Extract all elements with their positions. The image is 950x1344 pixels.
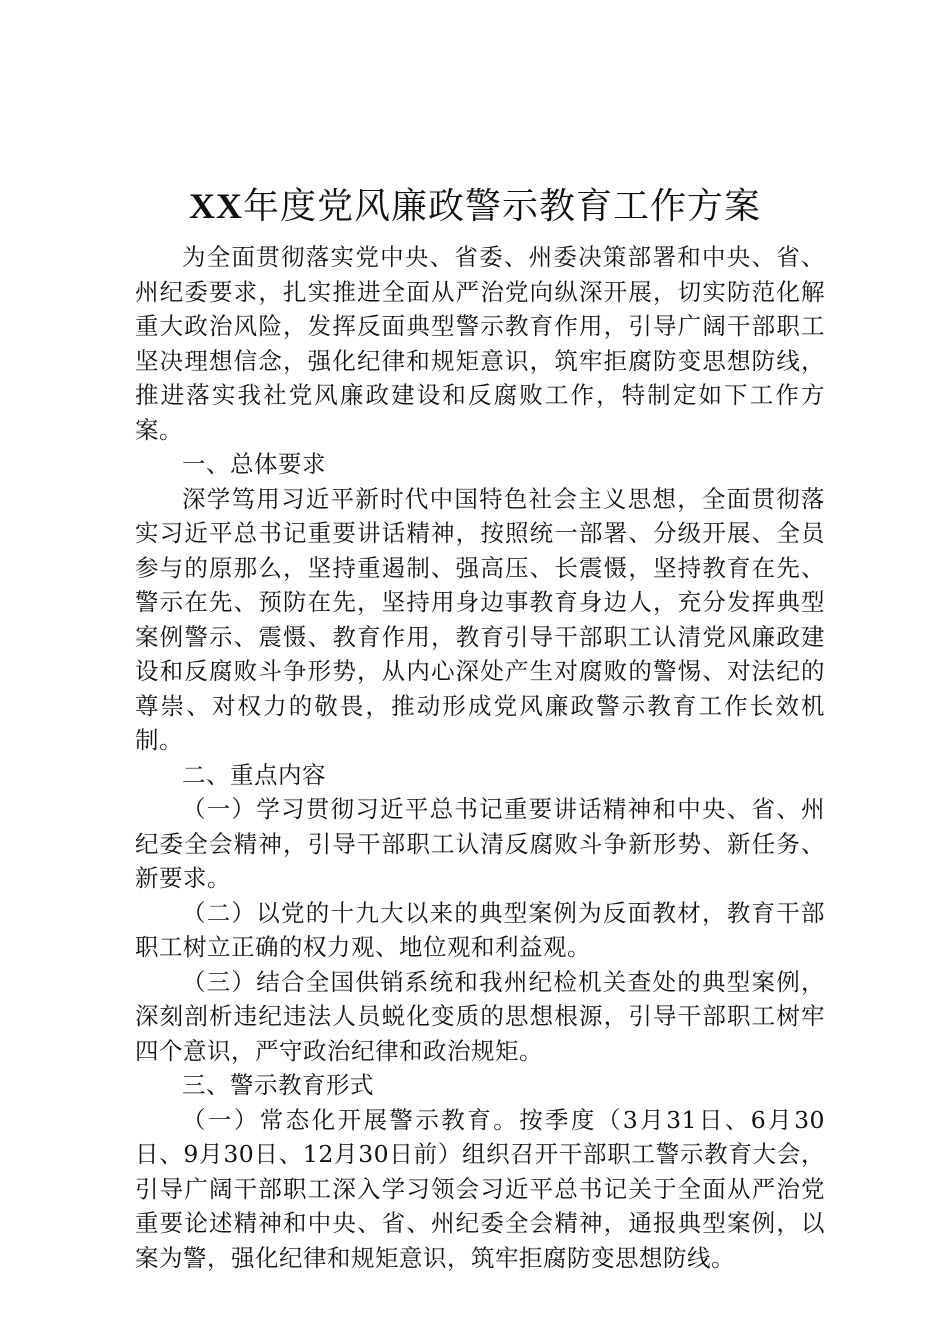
title-prefix: XX [188, 186, 243, 226]
document-body [135, 240, 825, 1275]
section-heading-2: 二、重点内容 [182, 760, 326, 789]
intro-paragraph: 为全面贯彻落实党中央、省委、州委决策部署和中央、省、州纪委要求，扎实推进全面从严治党向纵深开展，切实防范化解重大政治风险，发挥反面典型警示教育作用，引导广阔干部职工坚决理想信念，强化纪律和规矩意识，筑牢拒腐防变思想防线，推进落实我社党风廉政建设和反腐败工作，特制定如下工作方案。 [135, 243, 825, 444]
section-heading-3: 三、警示教育形式 [182, 1071, 374, 1099]
section-2-item-3: （三）结合全国供销系统和我州纪检机关查处的典型案例，深刻剖析违纪违法人员蜕化变质的思想根源，引导干部职工树牢四个意识，严守政治纪律和政治规矩。 [135, 967, 825, 1065]
section-2-item-2: （二）以党的十九大以来的典型案例为反面教材，教育干部职工树立正确的权力观、地位观和利益观。 [135, 898, 825, 961]
document-title [0, 178, 950, 235]
section-1-paragraph: 深学笃用习近平新时代中国特色社会主义思想，全面贯彻落实习近平总书记重要讲话精神，按照统一部署、分级开展、全员参与的原那么，坚持重遏制、强高压、长震慑，坚持教育在先、警示在先、预防在先，坚持用身边事教育身边人，充分发挥典型案例警示、震慑、教育作用，教育引导干部职工认清党风廉政建设和反腐败斗争形势，从内心深处产生对腐败的警惕、对法纪的尊崇、对权力的敬畏，推动形成党风廉政警示教育工作长效机制。 [135, 484, 825, 754]
section-heading-1: 一、总体要求 [182, 450, 326, 478]
section-3-item-1: （一）常态化开展警示教育。按季度（3月31日、6月30日、9月30日、12月30日前）组织召开干部职工警示教育大会，引导广阔干部职工深入学习领会习近平总书记关于全面从严治党重要论述精神和中央、省、州纪委全会精神，通报典型案例，以案为警，强化纪律和规矩意识，筑牢拒腐防变思想防线。 [135, 1105, 825, 1272]
section-2-item-1: （一）学习贯彻习近平总书记重要讲话精神和中央、省、州纪委全会精神，引导干部职工认清反腐败斗争新形势、新任务、新要求。 [135, 795, 825, 892]
title-main: 年度党风廉政警示教育工作方案 [242, 186, 761, 227]
